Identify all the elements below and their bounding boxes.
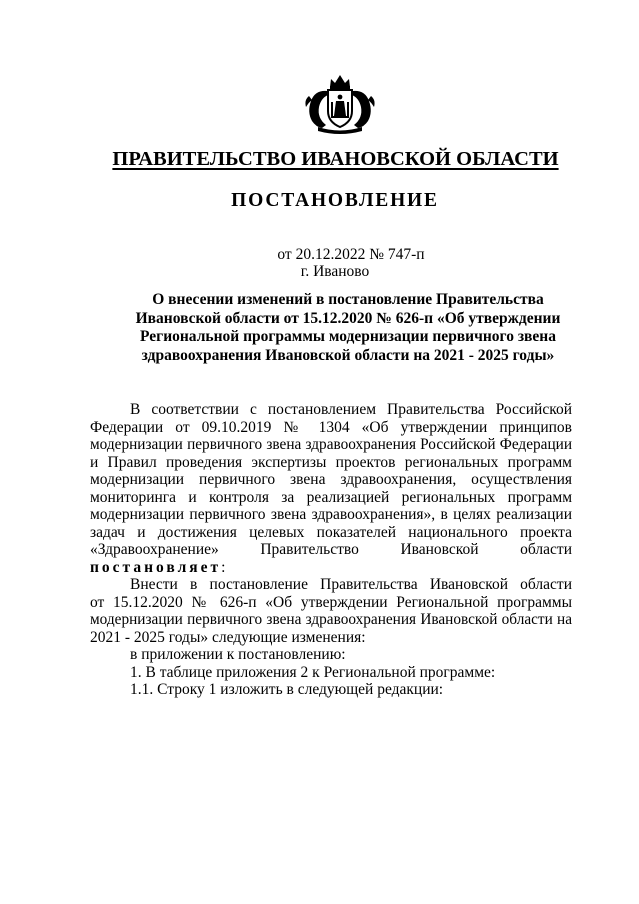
- paragraph-1-line: мониторинга и контроля за реализацией региональных программ: [90, 488, 572, 506]
- paragraph-2-line: 2021 - 2025 годы» следующие изменения:: [90, 628, 366, 646]
- document-title: [100, 291, 596, 365]
- paragraph-2-line: модернизации первичного звена здравоохранения Ивановской области на: [90, 611, 572, 628]
- title-line: Региональной программы модернизации первичного звена: [140, 328, 556, 345]
- change-item: в приложении к постановлению:: [130, 646, 346, 663]
- decree-colon: :: [221, 558, 226, 576]
- coat-of-arms-icon: [299, 74, 381, 134]
- decree-line: [90, 559, 572, 577]
- paragraph-1-line: В соответствии с постановлением Правительства Российской: [130, 401, 572, 418]
- paragraph-1-line: Федерации от 09.10.2019 № 1304 «Об утверждении принципов: [90, 418, 572, 436]
- title-line: здравоохранения Ивановской области на 2021 - 2025 годы»: [141, 346, 555, 364]
- paragraph-1-line: и Правил проведения экспертизы проектов региональных программ: [90, 453, 572, 471]
- paragraph-1-line: модернизации первичного звена здравоохранения», в целях реализации: [90, 506, 572, 523]
- paragraph-2-line: от 15.12.2020 № 626-п «Об утверждении Региональной программы: [90, 593, 572, 611]
- city-name: г. Иваново: [300, 263, 370, 280]
- date-and-number: от 20.12.2022 № 747-п: [277, 246, 425, 263]
- document-body: [90, 401, 572, 699]
- paragraph-1-line: модернизации первичного звена здравоохранения, осуществления: [90, 471, 572, 488]
- change-item: 1. В таблице приложения 2 к Региональной программе:: [130, 663, 496, 681]
- paragraph-1-line: «Здравоохранение» Правительство Ивановской области: [90, 541, 572, 558]
- title-line: Ивановской области от 15.12.2020 № 626-п «Об утверждении: [135, 309, 561, 327]
- change-item: 1.1. Строку 1 изложить в следующей редакции:: [130, 681, 444, 698]
- paragraph-1-line: задач и достижения целевых показателей национального проекта: [90, 523, 572, 541]
- title-line: О внесении изменений в постановление Правительства: [152, 291, 544, 308]
- decree-word: постановляет: [90, 558, 222, 576]
- paragraph-2-line: Внести в постановление Правительства Ивановской области: [130, 576, 572, 593]
- government-name: ПРАВИТЕЛЬСТВО ИВАНОВСКОЙ ОБЛАСТИ: [112, 148, 559, 170]
- document-type: ПОСТАНОВЛЕНИЕ: [231, 190, 439, 211]
- paragraph-1-line: модернизации первичного звена здравоохранения Российской Федерации: [90, 436, 572, 453]
